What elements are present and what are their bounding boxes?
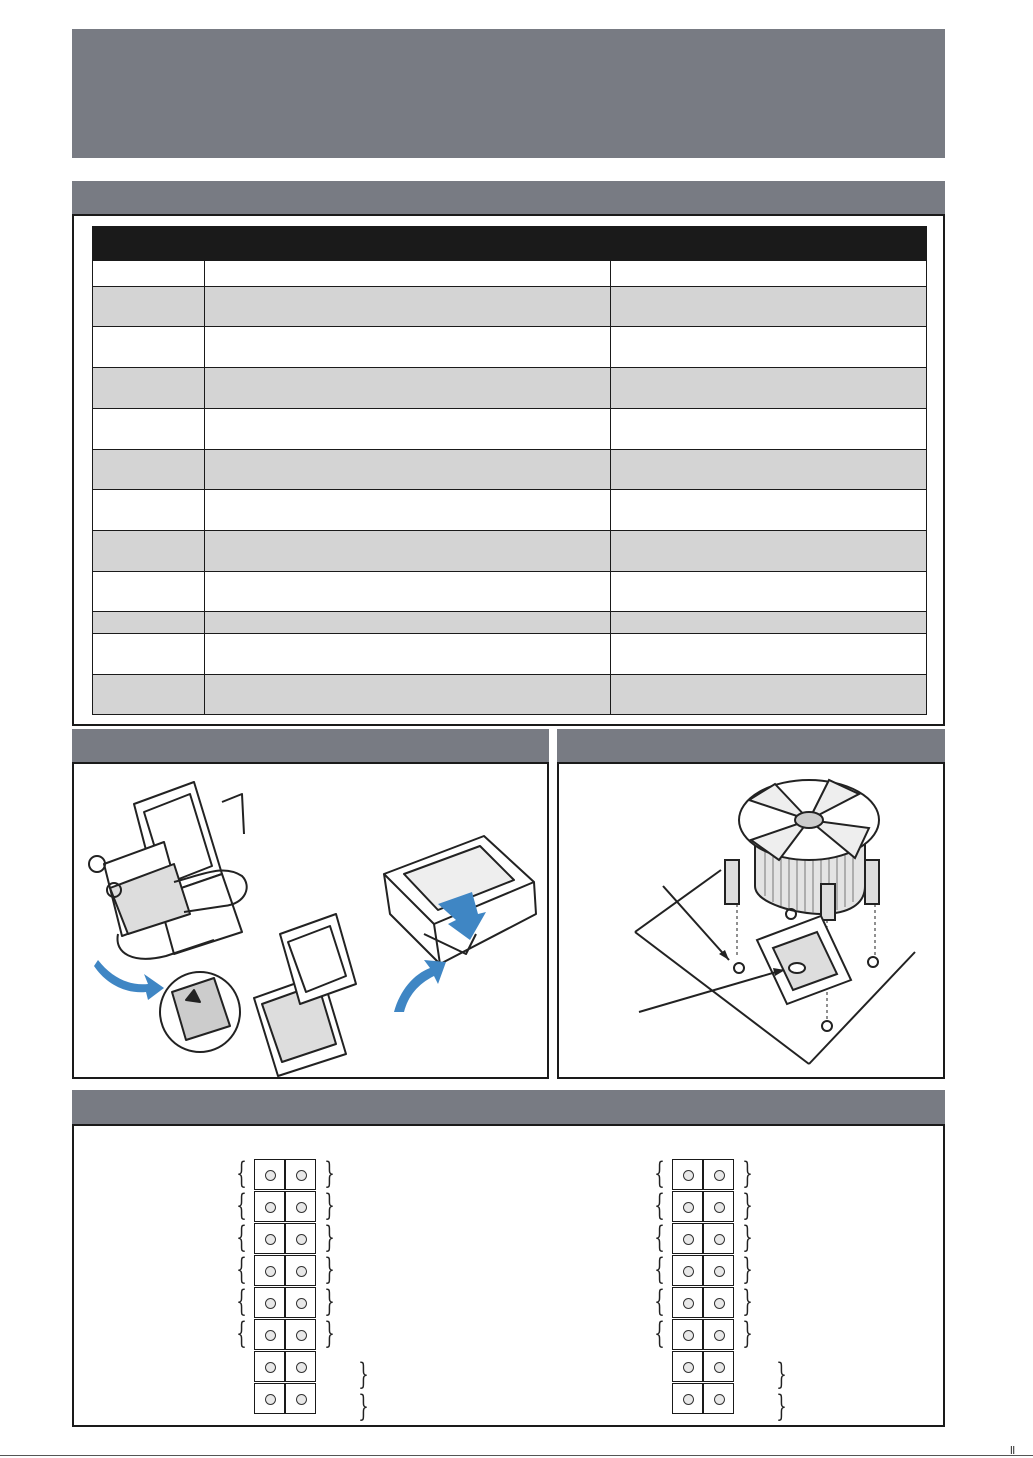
- table-cell: [611, 531, 927, 572]
- table-row: [93, 409, 927, 450]
- pin-cell: [703, 1287, 734, 1318]
- table-cell: [205, 261, 611, 287]
- pin-row: [254, 1351, 317, 1382]
- brace-left: {: [236, 1316, 247, 1351]
- headers-panel: [72, 1124, 945, 1427]
- cpu-cooler-illustration: [559, 764, 943, 1077]
- pin-cell: [703, 1223, 734, 1254]
- footer-rule: [0, 1455, 1033, 1456]
- pin-cell: [672, 1191, 703, 1222]
- brace-right: }: [742, 1188, 753, 1223]
- pin-row: [672, 1223, 735, 1254]
- section-header-cooler-install: [557, 729, 945, 763]
- table-cell: [611, 261, 927, 287]
- pin-icon: [296, 1394, 307, 1405]
- settings-panel: [72, 214, 945, 726]
- table-cell: [611, 490, 927, 531]
- cooler-install-panel: [557, 762, 945, 1079]
- pin-cell: [285, 1383, 316, 1414]
- brace-right: }: [324, 1220, 335, 1255]
- pin-icon: [296, 1298, 307, 1309]
- table-row: [93, 612, 927, 634]
- pin-cell: [285, 1351, 316, 1382]
- brace-right: }: [742, 1316, 753, 1351]
- brace-left: {: [654, 1156, 665, 1191]
- table-cell: [93, 368, 205, 409]
- pin-icon: [714, 1394, 725, 1405]
- pin-cell: [703, 1383, 734, 1414]
- table-row: [93, 634, 927, 675]
- brace-right: }: [742, 1156, 753, 1191]
- brace-tail: }: [358, 1389, 369, 1424]
- table-cell: [93, 490, 205, 531]
- pin-row: [254, 1287, 317, 1318]
- brace-left: {: [654, 1188, 665, 1223]
- table-row: [93, 572, 927, 612]
- pin-cell: [254, 1351, 285, 1382]
- table-cell: [611, 327, 927, 368]
- pin-cell: [672, 1159, 703, 1190]
- table-cell: [205, 409, 611, 450]
- pin-icon: [296, 1234, 307, 1245]
- pin-icon: [296, 1170, 307, 1181]
- pin-icon: [265, 1266, 276, 1277]
- section-header-cpu-install: [72, 729, 549, 763]
- pin-cell: [285, 1223, 316, 1254]
- table-row: [93, 490, 927, 531]
- pin-cell: [703, 1159, 734, 1190]
- pin-cell: [285, 1255, 316, 1286]
- pin-icon: [296, 1330, 307, 1341]
- table-cell: [611, 572, 927, 612]
- pin-cell: [672, 1383, 703, 1414]
- table-cell: [93, 634, 205, 675]
- brace-tail: }: [358, 1357, 369, 1392]
- pin-icon: [683, 1330, 694, 1341]
- pin-icon: [683, 1266, 694, 1277]
- pin-cell: [703, 1191, 734, 1222]
- pin-row: [254, 1319, 317, 1350]
- table-row: [93, 450, 927, 490]
- section-header-settings: [72, 181, 945, 215]
- table-cell: [611, 612, 927, 634]
- pin-row: [254, 1223, 317, 1254]
- table-row: [93, 531, 927, 572]
- pin-cell: [254, 1319, 285, 1350]
- brace-tail: }: [776, 1389, 787, 1424]
- pin-cell: [254, 1383, 285, 1414]
- pin-icon: [265, 1298, 276, 1309]
- brace-right: }: [324, 1316, 335, 1351]
- table-row: [93, 675, 927, 715]
- pin-icon: [296, 1362, 307, 1373]
- pin-cell: [254, 1159, 285, 1190]
- pin-cell: [285, 1191, 316, 1222]
- pin-icon: [296, 1202, 307, 1213]
- pin-row: [254, 1159, 317, 1190]
- brace-left: {: [236, 1284, 247, 1319]
- table-row: [93, 287, 927, 327]
- table-cell: [205, 368, 611, 409]
- pin-cell: [703, 1351, 734, 1382]
- brace-right: }: [324, 1156, 335, 1191]
- table-row: [93, 368, 927, 409]
- brace-right: }: [742, 1252, 753, 1287]
- pin-icon: [714, 1202, 725, 1213]
- pin-row: [672, 1319, 735, 1350]
- pin-icon: [714, 1266, 725, 1277]
- pin-icon: [683, 1362, 694, 1373]
- brace-left: {: [236, 1220, 247, 1255]
- table-header-row: [93, 227, 927, 261]
- table-cell: [205, 572, 611, 612]
- brace-left: {: [654, 1316, 665, 1351]
- cpu-install-panel: [72, 762, 549, 1079]
- table-cell: [611, 450, 927, 490]
- pin-icon: [683, 1394, 694, 1405]
- table-cell: [93, 327, 205, 368]
- pin-icon: [265, 1202, 276, 1213]
- table-cell: [93, 450, 205, 490]
- pin-header-left: [236, 1156, 390, 1424]
- pin-cell: [672, 1287, 703, 1318]
- pin-cell: [672, 1255, 703, 1286]
- table-cell: [205, 531, 611, 572]
- blue-arrow-icon: [94, 960, 164, 1000]
- pin-cell: [254, 1223, 285, 1254]
- blue-arrow-icon: [394, 960, 446, 1012]
- brace-right: }: [742, 1220, 753, 1255]
- table-cell: [611, 368, 927, 409]
- title-banner: [72, 29, 945, 158]
- brace-left: {: [236, 1156, 247, 1191]
- pin-cell: [254, 1255, 285, 1286]
- brace-left: {: [654, 1252, 665, 1287]
- pin-cell: [254, 1287, 285, 1318]
- table-cell: [93, 261, 205, 287]
- pin-row: [254, 1255, 317, 1286]
- table-cell: [93, 675, 205, 715]
- pin-icon: [683, 1202, 694, 1213]
- table-cell: [205, 327, 611, 368]
- pin-cell: [672, 1223, 703, 1254]
- cpu-socket-illustration: [74, 764, 547, 1077]
- page-number: ll: [1010, 1445, 1015, 1457]
- pin-row: [672, 1351, 735, 1382]
- pin-row: [672, 1159, 735, 1190]
- table-cell: [93, 572, 205, 612]
- table-header-cell: [205, 227, 611, 261]
- table-cell: [611, 634, 927, 675]
- section-header-headers: [72, 1090, 945, 1124]
- pin-icon: [714, 1234, 725, 1245]
- table-cell: [93, 612, 205, 634]
- pin-cell: [703, 1255, 734, 1286]
- pin-icon: [265, 1362, 276, 1373]
- brace-right: }: [324, 1188, 335, 1223]
- table-cell: [93, 531, 205, 572]
- pin-icon: [265, 1170, 276, 1181]
- brace-right: }: [742, 1284, 753, 1319]
- table-cell: [611, 675, 927, 715]
- pin-row: [672, 1191, 735, 1222]
- pin-row: [672, 1383, 735, 1414]
- brace-tail: }: [776, 1357, 787, 1392]
- pin-cell: [285, 1159, 316, 1190]
- table-header-cell: [611, 227, 927, 261]
- table-cell: [93, 287, 205, 327]
- pin-icon: [714, 1362, 725, 1373]
- pin-icon: [714, 1170, 725, 1181]
- brace-right: }: [324, 1284, 335, 1319]
- brace-left: {: [236, 1188, 247, 1223]
- pin-header-right: [654, 1156, 808, 1424]
- brace-left: {: [654, 1220, 665, 1255]
- table-row: [93, 261, 927, 287]
- table-cell: [205, 450, 611, 490]
- table-cell: [205, 490, 611, 531]
- pin-row: [672, 1255, 735, 1286]
- brace-right: }: [324, 1252, 335, 1287]
- pin-cell: [703, 1319, 734, 1350]
- table-header-cell: [93, 227, 205, 261]
- settings-table: [92, 226, 927, 715]
- table-cell: [205, 287, 611, 327]
- pin-cell: [285, 1287, 316, 1318]
- pin-cell: [254, 1191, 285, 1222]
- table-cell: [205, 612, 611, 634]
- pin-row: [254, 1191, 317, 1222]
- pin-row: [672, 1287, 735, 1318]
- pin-icon: [683, 1170, 694, 1181]
- table-row: [93, 327, 927, 368]
- table-cell: [611, 287, 927, 327]
- pin-row: [254, 1383, 317, 1414]
- table-cell: [93, 409, 205, 450]
- pin-cell: [672, 1351, 703, 1382]
- pin-cell: [672, 1319, 703, 1350]
- table-cell: [611, 409, 927, 450]
- table-cell: [205, 675, 611, 715]
- brace-left: {: [236, 1252, 247, 1287]
- pin-cell: [285, 1319, 316, 1350]
- pin-icon: [265, 1234, 276, 1245]
- pin-icon: [265, 1394, 276, 1405]
- pin-icon: [683, 1298, 694, 1309]
- brace-left: {: [654, 1284, 665, 1319]
- pin-icon: [265, 1330, 276, 1341]
- pin-icon: [714, 1298, 725, 1309]
- pin-icon: [683, 1234, 694, 1245]
- pin-icon: [714, 1330, 725, 1341]
- table-cell: [205, 634, 611, 675]
- pin-icon: [296, 1266, 307, 1277]
